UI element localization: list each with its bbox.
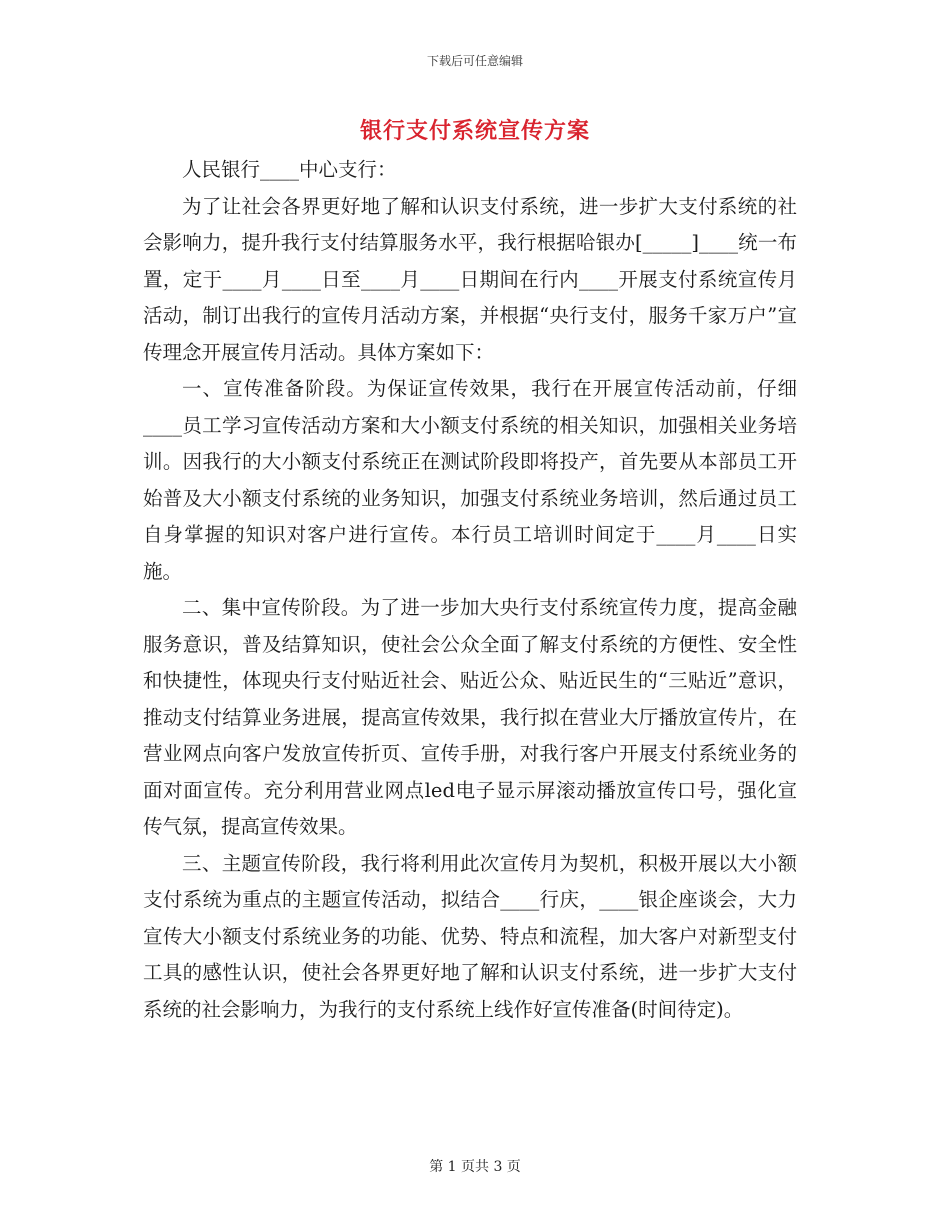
salutation: 人民银行____中心支行： (182, 158, 397, 181)
document-body (143, 152, 797, 1028)
document-title: 银行支付系统宣传方案 (359, 119, 590, 144)
intro-paragraph: 为了让社会各界更好地了解和认识支付系统，进一步扩大支付系统的社会影响力，提升我行支付结算服务水平，我行根据哈银办[_____]____统一布置，定于____月____日至____月____日期间在行内____开展支付系统宣传月活动，制订出我行的宣传月活动方案，并根据“央行支付，服务千家万户”宣传理念开展宣传月活动。具体方案如下： (143, 194, 797, 364)
header-note: 下载后可任意编辑 (426, 54, 523, 68)
section-two-paragraph: 二、集中宣传阶段。为了进一步加大央行支付系统宣传力度，提高金融服务意识，普及结算知识，使社会公众全面了解支付系统的方便性、安全性和快捷性，体现央行支付贴近社会、贴近公众、贴近民生的“三贴近”意识，推动支付结算业务进展，提高宣传效果，我行拟在营业大厅播放宣传片，在营业网点向客户发放宣传折页、宣传手册，对我行客户开展支付系统业务的面对面宣传。充分利用营业网点led电子显示屏滚动播放宣传口号，强化宣传气氛，提高宣传效果。 (143, 596, 797, 838)
page-number: 第 1 页共 3 页 (429, 1159, 521, 1175)
section-three-paragraph: 三、主题宣传阶段，我行将利用此次宣传月为契机，积极开展以大小额支付系统为重点的主题宣传活动，拟结合____行庆，____银企座谈会，大力宣传大小额支付系统业务的功能、优势、特点和流程，加大客户对新型支付工具的感性认识，使社会各界更好地了解和认识支付系统，进一步扩大支付系统的社会影响力，为我行的支付系统上线作好宣传准备(时间待定)。 (143, 851, 797, 1021)
section-one-paragraph: 一、宣传准备阶段。为保证宣传效果，我行在开展宣传活动前，仔细____员工学习宣传活动方案和大小额支付系统的相关知识，加强相关业务培训。因我行的大小额支付系统正在测试阶段即将投产，首先要从本部员工开始普及大小额支付系统的业务知识，加强支付系统业务培训，然后通过员工自身掌握的知识对客户进行宣传。本行员工培训时间定于____月____日实施。 (143, 377, 797, 583)
